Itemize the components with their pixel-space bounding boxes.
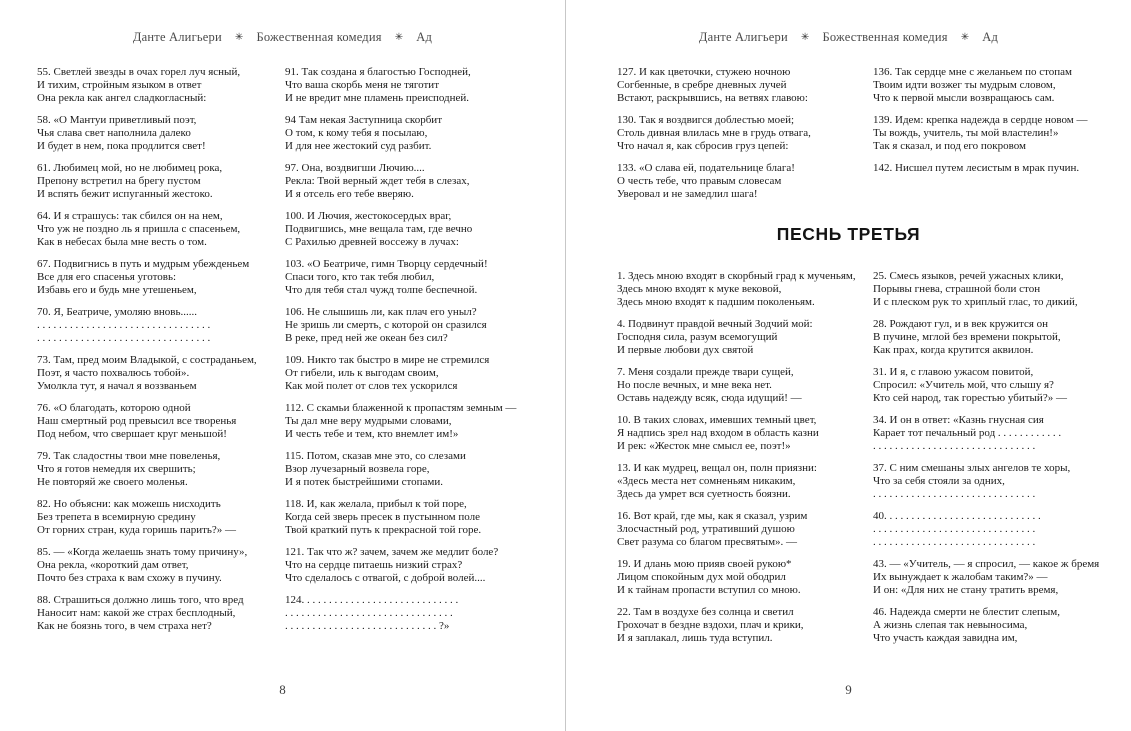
verse-line: 1. Здесь мною входят в скорбный град к мученьям, (617, 270, 856, 282)
stanza (873, 606, 1117, 645)
verse-line: О том, к кому тебя я посылаю, (285, 127, 428, 139)
stanza-number: 124. (285, 594, 307, 606)
verse-line: Как в небесах была мне весть о том. (37, 236, 207, 248)
verse-line: И первые любови дух святой (617, 344, 754, 356)
verse-line: Что на сердце питаешь низкий страх? (285, 559, 463, 571)
verse-line: 22. Там в воздухе без солнца и светил (617, 606, 794, 618)
verse-line: Столь дивная влилась мне в грудь отвага, (617, 127, 811, 139)
verse-line: И я заплакал, лишь туда вступил. (617, 632, 773, 644)
stanza (873, 114, 1117, 153)
stanza (617, 462, 861, 501)
verse-line: Избавь его и будь мне утешеньем, (37, 284, 197, 296)
verse-line: 118. И, как желала, прибыл к той поре, (285, 498, 467, 510)
verse-line: 31. И я, с главою ужасом повитой, (873, 366, 1034, 378)
verse-line: 88. Страшиться должно лишь того, что вред (37, 594, 244, 606)
verse-line: Как мой полет от слов тех ускорился (285, 380, 458, 392)
running-header-right (566, 30, 1131, 45)
verse-line: Карает тот печальный род . . . . . . . . . . . . (873, 427, 1062, 439)
verse-line: 82. Но объясни: как можешь нисходить (37, 498, 221, 510)
stanza-number: 28. (873, 318, 890, 330)
verse-line: И не вредит мне пламень преисподней. (285, 92, 470, 104)
stanza-number: 112. (285, 402, 307, 414)
verse-line: И честь тебе и тем, кто внемлет им!» (285, 428, 459, 440)
verse-line: Спросил: «Учитель мой, что слышу я? (873, 379, 1054, 391)
stanza-number: 127. (617, 66, 639, 78)
verse-line: . . . . . . . . . . . . . . . . . . . . . . . . . . . . . . . . (37, 319, 211, 331)
stanza (285, 258, 521, 297)
verse-line: И тихим, стройным языком в ответ (37, 79, 202, 91)
verse-line: Что для тебя стал чужд толпе беспечной. (285, 284, 478, 296)
stanza (37, 306, 273, 345)
page-number-right: 9 (845, 682, 852, 697)
header-title: Божественная комедия (822, 30, 948, 44)
verse-line: Так я сказал, и под его покровом (873, 140, 1027, 152)
stanza-number: 79. (37, 450, 54, 462)
verse-line: 64. И я страшусь: так сбился он на нем, (37, 210, 223, 222)
verse-line: Уверовал и не замедлил шага! (617, 188, 758, 200)
verse-line: 19. И длань мою прияв своей рукою* (617, 558, 792, 570)
verse-line: . . . . . . . . . . . . . . . . . . . . . . . . . . . . . . (873, 488, 1036, 500)
verse-line: Она рекла как ангел сладкогласный: (37, 92, 207, 104)
verse-line: 28. Рождают гул, и в век кружится он (873, 318, 1049, 330)
verse-line: 127. И как цветочки, стужею ночною (617, 66, 791, 78)
verse-line: Грохочат в бездне вздохи, плач и крики, (617, 619, 804, 631)
verse-line: «Здесь места нет сомненьям никаким, (617, 475, 796, 487)
stanza-number: 16. (617, 510, 634, 522)
stanza-number: 100. (285, 210, 307, 222)
stanza-number: 34. (873, 414, 890, 426)
verse-line: Не зришь ли смерть, с которой он сразился (285, 319, 487, 331)
asterisk-separator-icon: ✳ (960, 32, 970, 43)
stanza-number: 64. (37, 210, 54, 222)
verse-line: 115. Потом, сказав мне это, со слезами (285, 450, 466, 462)
stanza (873, 318, 1117, 357)
verse-line: И я потек быстрейшими стопами. (285, 476, 443, 488)
stanza (37, 354, 273, 393)
verse-line: . . . . . . . . . . . . . . . . . . . . . . . . . . . . . . (873, 536, 1036, 548)
header-author: Данте Алигьери (698, 30, 788, 44)
verse-line: Препону встретил на брегу пустом (37, 175, 201, 187)
verse-line: 103. «О Беатриче, гимн Творцу сердечный! (285, 258, 488, 270)
asterisk-separator-icon: ✳ (234, 32, 244, 43)
stanza-number: 115. (285, 450, 307, 462)
stanza (37, 498, 273, 537)
stanza-number: 37. (873, 462, 890, 474)
stanza-number: 133. (617, 162, 639, 174)
verse-line: И я отсель его тебе вверяю. (285, 188, 414, 200)
verse-line: 139. Идем: крепка надежда в сердце новом — (873, 114, 1088, 126)
stanza (873, 462, 1117, 501)
verse-line: 46. Надежда смерти не блестит слепым, (873, 606, 1061, 618)
verse-line: Господня сила, разум всемогущий (617, 331, 778, 343)
verse-line: 4. Подвинут правдой вечный Зодчий мой: (617, 318, 813, 330)
stanza (285, 498, 521, 537)
verse-line: 142. Нисшел путем лесистым в мрак пучин. (873, 162, 1080, 174)
stanza-number: 91. (285, 66, 302, 78)
stanza (285, 594, 521, 633)
verse-line: 112. С скамьи блаженной к пропастям земным — (285, 402, 517, 414)
canto-heading: ПЕСНЬ ТРЕТЬЯ (776, 224, 921, 244)
page-9 (566, 0, 1131, 731)
page-9-bottom-column-1 (617, 270, 861, 654)
verse-line: 97. Она, воздвигши Лючию.... (285, 162, 425, 174)
verse-line: 43. — «Учитель, — я спросил, — какое ж бремя (873, 558, 1100, 570)
verse-line: . . . . . . . . . . . . . . . . . . . . . . . . . . . . ?» (285, 620, 450, 632)
verse-line: Почто без страха к вам схожу в пучину. (37, 572, 222, 584)
verse-line: 121. Так что ж? зачем, зачем же медлит боле? (285, 546, 499, 558)
header-part: Ад (416, 30, 433, 44)
verse-line: Согбенные, в сребре дневных лучей (617, 79, 787, 91)
verse-line: Умолкла тут, я начал я воззваньем (37, 380, 197, 392)
verse-line: Что я готов немедля их свершить; (37, 463, 196, 475)
stanza (617, 318, 861, 357)
verse-line: 130. Так я воздвигся доблестью моей; (617, 114, 795, 126)
stanza (285, 210, 521, 249)
stanza (37, 546, 273, 585)
verse-line: 109. Никто так быстро в мире не стремился (285, 354, 490, 366)
verse-line: И с плеском рук то хриплый глас, то дикий, (873, 296, 1078, 308)
verse-line: Здесь мною входят к падшим поколеньям. (617, 296, 815, 308)
stanza (617, 606, 861, 645)
verse-line: С Рахилью древней воссежу в лучах: (285, 236, 459, 248)
verse-line: И к тайнам пропасти вступил со мною. (617, 584, 801, 596)
stanza-number: 4. (617, 318, 628, 330)
verse-line: Ты вождь, учитель, ты мой властелин!» (873, 127, 1059, 139)
stanza (873, 366, 1117, 405)
stanza (873, 162, 1117, 175)
verse-line: Под небом, что свершает круг меньшой! (37, 428, 227, 440)
stanza-number: 61. (37, 162, 54, 174)
stanza-number: 103. (285, 258, 307, 270)
page-number-left: 8 (279, 682, 286, 697)
stanza (37, 594, 273, 633)
header-author: Данте Алигьери (132, 30, 222, 44)
verse-line: Как прах, когда крутится аквилон. (873, 344, 1034, 356)
stanza (873, 510, 1117, 549)
verse-line: . . . . . . . . . . . . . . . . . . . . . . . . . . . . . . (873, 523, 1036, 535)
verse-line: Что сделалось с отвагой, с доброй волей.... (285, 572, 486, 584)
verse-line: Что уж не поздно ль я пришла с спасеньем, (37, 223, 241, 235)
stanza-number: 10. (617, 414, 634, 426)
verse-line: 67. Подвигнись в путь и мудрым убежденьем (37, 258, 250, 270)
verse-line: От гибели, иль к выгодам своим, (285, 367, 439, 379)
verse-line: Все для его спасенья уготовь: (37, 271, 177, 283)
stanza-number: 106. (285, 306, 307, 318)
verse-line: И для нее жестокий суд разбит. (285, 140, 432, 152)
stanza-number: 142. (873, 162, 895, 174)
verse-line: Когда сей зверь пресек в пустынном поле (285, 511, 480, 523)
stanza-number: 136. (873, 66, 895, 78)
verse-line: Поэт, я часто похвалюсь тобой». (37, 367, 190, 379)
stanza (285, 66, 521, 105)
stanza-number: 25. (873, 270, 890, 282)
stanza (285, 354, 521, 393)
stanza (617, 558, 861, 597)
verse-line: Подвигшись, мне вещала там, где вечно (285, 223, 473, 235)
page-9-bottom-column-2 (873, 270, 1117, 654)
verse-line: И вспять бежит испуганный жестоко. (37, 188, 213, 200)
stanza (285, 450, 521, 489)
verse-line: В пучине, мглой без времени покрытой, (873, 331, 1061, 343)
verse-line: Здесь да умрет вся суетность боязни. (617, 488, 791, 500)
stanza-number: 7. (617, 366, 628, 378)
stanza-number: 76. (37, 402, 54, 414)
verse-line: Она рекла, «короткий дам ответ, (37, 559, 189, 571)
stanza-number: 88. (37, 594, 54, 606)
verse-line: 7. Меня создали прежде твари сущей, (617, 366, 794, 378)
verse-line: Ты дал мне веру мудрыми словами, (285, 415, 452, 427)
verse-line: 40. . . . . . . . . . . . . . . . . . . . . . . . . . . . . (873, 510, 1041, 522)
verse-line: 136. Так сердце мне с желаньем по стопам (873, 66, 1073, 78)
stanza (873, 66, 1117, 105)
verse-line: Твоим идти возжег ты мудрым словом, (873, 79, 1056, 91)
verse-line: Рекла: Твой верный ждет тебя в слезах, (285, 175, 470, 187)
verse-line: А жизнь слепая так невыносима, (873, 619, 1028, 631)
stanza (873, 414, 1117, 453)
verse-line: . . . . . . . . . . . . . . . . . . . . . . . . . . . . . . . (285, 607, 453, 619)
verse-line: 13. И как мудрец, вещал он, полн приязни: (617, 462, 817, 474)
stanza-number: 109. (285, 354, 307, 366)
verse-line: 34. И он в ответ: «Казнь гнусная сия (873, 414, 1044, 426)
page-9-top-column-1 (617, 66, 861, 210)
verse-line: 55. Светлей звезды в очах горел луч ясный, (37, 66, 241, 78)
verse-line: 94 Там некая Заступница скорбит (285, 114, 443, 126)
stanza (617, 414, 861, 453)
stanza (285, 546, 521, 585)
verse-line: Встают, раскрывшись, на ветвях главою: (617, 92, 808, 104)
verse-line: 85. — «Когда желаешь знать тому причину», (37, 546, 248, 558)
verse-line: И он: «Для них не стану тратить время, (873, 584, 1059, 596)
verse-line: Что за себя стояли за одних, (873, 475, 1005, 487)
stanza (285, 402, 521, 441)
verse-line: Что начал я, как сбросив груз цепей: (617, 140, 789, 152)
stanza (37, 258, 273, 297)
verse-line: Чья слава свет наполнила далеко (37, 127, 191, 139)
verse-line: И будет в нем, пока продлится свет! (37, 140, 206, 152)
stanza (617, 114, 861, 153)
stanza (617, 510, 861, 549)
verse-line: 76. «О благодать, которою одной (37, 402, 191, 414)
page-8 (0, 0, 565, 731)
stanza (873, 270, 1117, 309)
verse-line: . . . . . . . . . . . . . . . . . . . . . . . . . . . . . . (873, 440, 1036, 452)
stanza (37, 114, 273, 153)
stanza-number: 130. (617, 114, 639, 126)
verse-line: 73. Там, пред моим Владыкой, с состраданьем, (37, 354, 257, 366)
page-8-columns (0, 66, 565, 642)
stanza (285, 162, 521, 201)
verse-line: Как не боязнь того, в чем страха нет? (37, 620, 212, 632)
stanza-number: 19. (617, 558, 634, 570)
page-9-bottom-columns (566, 270, 1131, 654)
verse-line: Свет разума со благом пресвятым». — (617, 536, 798, 548)
verse-line: Твой краткий путь к прекрасной той горе. (285, 524, 482, 536)
stanza-number: 55. (37, 66, 54, 78)
verse-line: Но после вечных, и мне века нет. (617, 379, 772, 391)
stanza (617, 162, 861, 201)
verse-line: Кто сей народ, так горестью убитый?» — (873, 392, 1067, 404)
verse-line: Наш смертный род превысил все творенья (37, 415, 237, 427)
verse-line: И рек: «Жесток мне смысл ее, поэт!» (617, 440, 791, 452)
page-9-top-column-2 (873, 66, 1117, 210)
verse-line: 58. «О Мантуи приветливый поэт, (37, 114, 197, 126)
verse-line: Спаси того, кто так тебя любил, (285, 271, 435, 283)
verse-line: Лицом спокойным дух мой ободрил (617, 571, 786, 583)
stanza (37, 450, 273, 489)
stanza-number: 82. (37, 498, 54, 510)
verse-line: Здесь мною входят к муке вековой, (617, 283, 782, 295)
verse-line: Что участь каждая завидна им, (873, 632, 1018, 644)
stanza (37, 210, 273, 249)
stanza (617, 66, 861, 105)
stanza (617, 270, 861, 309)
verse-line: 25. Смесь языков, речей ужасных клики, (873, 270, 1064, 282)
verse-line: Не повторяй же своего моленья. (37, 476, 188, 488)
verse-line: 106. Не слышишь ли, как плач его уныл? (285, 306, 477, 318)
page-9-top-columns (566, 66, 1131, 210)
header-title: Божественная комедия (256, 30, 382, 44)
stanza-number: 1. (617, 270, 628, 282)
stanza-number: 13. (617, 462, 634, 474)
verse-line: Взор лучезарный возвела горе, (285, 463, 430, 475)
stanza (37, 402, 273, 441)
verse-line: 37. С ним смешаны злых ангелов те хоры, (873, 462, 1071, 474)
stanza-number: 70. (37, 306, 54, 318)
stanza-number: 67. (37, 258, 54, 270)
stanza (873, 558, 1117, 597)
stanza-number: 97. (285, 162, 302, 174)
verse-line: 133. «О слава ей, подательнице блага! (617, 162, 795, 174)
stanza-number: 139. (873, 114, 895, 126)
verse-line: Я надпись зрел над входом в область казни (617, 427, 819, 439)
verse-line: Злосчастный род, утративший душою (617, 523, 795, 535)
running-header-left (0, 30, 565, 45)
verse-line: 16. Вот край, где мы, как я сказал, узрим (617, 510, 808, 522)
stanza-number: 43. (873, 558, 890, 570)
stanza (617, 366, 861, 405)
stanza-number: 58. (37, 114, 54, 126)
stanza-number: 46. (873, 606, 890, 618)
verse-line: 10. В таких словах, имевших темный цвет, (617, 414, 817, 426)
stanza-number: 40. (873, 510, 890, 522)
verse-line: Оставь надежду всяк, сюда идущий! — (617, 392, 802, 404)
verse-line: О честь тебе, что правым словесам (617, 175, 782, 187)
verse-line: Порывы гнева, страшной боли стон (873, 283, 1041, 295)
stanza-number: 22. (617, 606, 634, 618)
asterisk-separator-icon: ✳ (394, 32, 404, 43)
stanza-number: 94 (285, 114, 299, 126)
asterisk-separator-icon: ✳ (800, 32, 810, 43)
page-8-column-1 (37, 66, 273, 642)
page-8-column-2 (285, 66, 521, 642)
header-part: Ад (982, 30, 999, 44)
verse-line: Что к первой мысли возвращаюсь сам. (873, 92, 1055, 104)
stanza (37, 66, 273, 105)
verse-line: 79. Так сладостны твои мне повеленья, (37, 450, 221, 462)
verse-line: 100. И Лючия, жестокосердых враг, (285, 210, 452, 222)
verse-line: 70. Я, Беатриче, умоляю вновь...... (37, 306, 197, 318)
verse-line: Что ваша скорбь меня не тяготит (285, 79, 439, 91)
stanza-number: 118. (285, 498, 307, 510)
verse-line: В реке, пред ней же океан без сил? (285, 332, 448, 344)
stanza (285, 114, 521, 153)
verse-line: Их вынуждает к жалобам таким?» — (873, 571, 1048, 583)
stanza-number: 73. (37, 354, 54, 366)
stanza-number: 85. (37, 546, 54, 558)
verse-line: 124. . . . . . . . . . . . . . . . . . . . . . . . . . . . . (285, 594, 459, 606)
verse-line: 61. Любимец мой, но не любимец рока, (37, 162, 223, 174)
verse-line: От горних стран, куда горишь парить?» — (37, 524, 237, 536)
verse-line: Без трепета в всемирную средину (37, 511, 196, 523)
verse-line: 91. Так создана я благостью Господней, (285, 66, 471, 78)
stanza (285, 306, 521, 345)
verse-line: . . . . . . . . . . . . . . . . . . . . . . . . . . . . . . . . (37, 332, 211, 344)
stanza-number: 121. (285, 546, 307, 558)
verse-line: Наносит нам: какой же страх бесплодный, (37, 607, 236, 619)
stanza-number: 31. (873, 366, 890, 378)
stanza (37, 162, 273, 201)
